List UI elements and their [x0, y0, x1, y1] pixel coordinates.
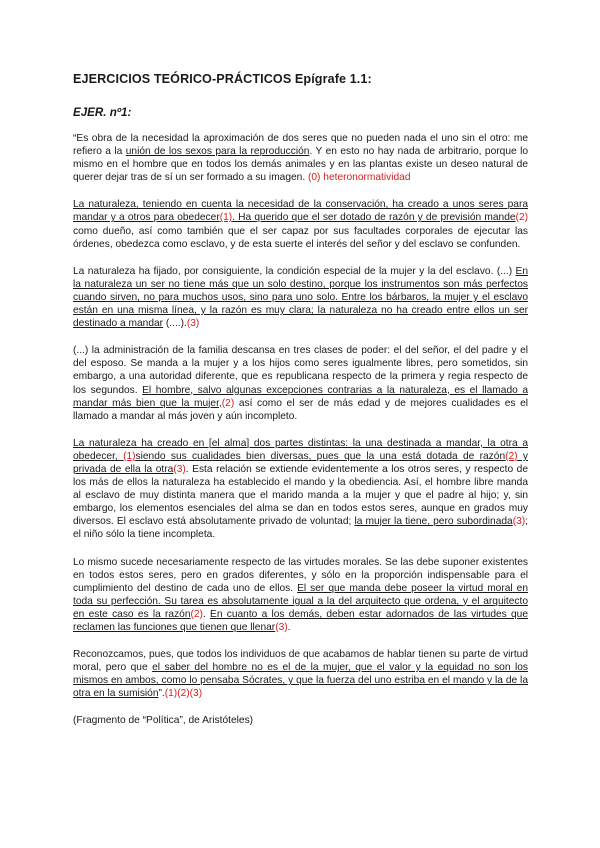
text-paragraph [73, 198, 528, 250]
annotation-mark: (0) heteronormatividad [308, 172, 411, 184]
text-paragraph [73, 344, 528, 423]
underlined-text: siendo sus cualidades bien diversas, pues que la una está dotada de razón [135, 450, 506, 462]
underlined-text: En cuanto a los demás, deben estar adornados de las virtudes que reclamen las funciones que tienen que llenar [73, 608, 528, 633]
text-paragraph [73, 556, 528, 635]
text-run: Reconozcamos, pues, que todos los individuos de que acabamos de hablar tienen su parte de virtud moral, pero que [73, 649, 528, 674]
text-run: (...) la administración de la familia descansa en tres clases de poder: el del señor, el del padre y el del esposo. Se manda a la mujer y a los hijos como seres igualmente libres, pero sometidos, sin embargo, a una autoridad diferente, que es republicana respecto de la primera y regia respecto de los segundos. [73, 345, 528, 396]
text-run: La naturaleza ha fijado, por consiguiente, la condición especial de la mujer y la del esclavo. (...) [73, 265, 516, 277]
text-run: ; el niño sólo la tiene incompleta. [73, 516, 529, 541]
text-run: Lo mismo sucede necesariamente respecto de las virtudes morales. Se las debe suponer existentes en todos estos seres, pero en grados diferentes, y sólo en la proporción indispensable para el cumplimiento del destino de cada uno de ellos. [73, 556, 528, 594]
underlined-text: El hombre, salvo algunas excepciones contrarias a la naturaleza, es el llamado a mandar más bien que la mujer, [73, 384, 528, 409]
text-paragraph [73, 265, 528, 330]
annotation-mark: (1) [219, 212, 233, 224]
text-paragraph [73, 648, 528, 700]
underlined-text: La naturaleza, teniendo en cuenta la necesidad de la conservación, ha creado a unos seres para mandar y a otros para obedecer [73, 199, 528, 224]
exercise-label: EJER. nº1: [73, 106, 132, 119]
annotation-mark: (2) [190, 608, 203, 620]
text-run: . [287, 622, 291, 633]
text-run: “Es obra de la necesidad la aproximación de dos seres que no pueden nada el uno sin el otro: me refiero a la [73, 133, 528, 158]
annotation-mark: (1) [123, 450, 136, 462]
underlined-text: y privada de ella la otra [73, 450, 528, 475]
underlined-text: La naturaleza ha creado en [el alma] dos partes distintas: la una destinada a mandar, la otra a obedecer, [73, 437, 528, 462]
text-run: (....). [163, 318, 187, 330]
text-run: así como el ser de más edad y de mejores cualidades es el llamado a mandar al más joven y aún incompleto. [73, 397, 528, 422]
annotation-mark: (3) [512, 516, 526, 528]
text-paragraph [73, 132, 528, 184]
text-paragraph [73, 437, 528, 542]
document-title: EJERCICIOS TEÓRICO-PRÁCTICOS Epígrafe 1.1: [73, 72, 372, 86]
annotation-mark: (2) [515, 212, 528, 224]
exercise-text [73, 132, 528, 700]
text-run: . Esta relación se extiende evidentemente a los otros seres, y respecto de los más de ellos la naturaleza ha establecido el mando y la obediencia. Así, el hombre libre manda al esclavo de muy distinta manera que el marido manda a la mujer y que el padre al hijo; y, sin embargo, los elementos esenciales del alma se dan en todos estos seres, aunque en grados muy diversos. El esclavo está absolutamente privado de voluntad; [73, 463, 528, 528]
annotation-mark: (3) [186, 318, 200, 330]
underlined-text: la mujer la tiene, pero subordinada [354, 516, 513, 528]
text-run: ”. [158, 688, 165, 700]
annotation-mark: (2) [505, 450, 518, 462]
underlined-text: El ser que manda debe poseer la virtud moral en toda su perfección. Su tarea es absolutamente igual a la del arquitecto que ordena, y el arquitecto en este caso es la razón [73, 582, 529, 620]
annotation-mark: (3) [275, 622, 288, 633]
underlined-text: En la naturaleza un ser no tiene más que un solo destino, porque los instrumentos son más perfectos cuando sirven, no para muchos usos, sino para uno solo. Entre los bárbaros, la mujer y el esclavo están en una misma línea, y la razón es muy clara; la naturaleza no ha creado entre ellos un ser destinado a mandar [73, 265, 528, 330]
text-run: . [202, 608, 211, 620]
annotation-mark: (2) [221, 397, 235, 409]
underlined-text: el saber del hombre no es el de la mujer, que el valor y la equidad no son los mismos en ambos, como lo pensaba Sócrates, y que la fuerza del uno estriba en el mando y la de la otra en la sumisión [73, 662, 528, 700]
annotation-mark: (1)(2)(3) [164, 688, 203, 700]
underlined-text: . Ha querido que el ser dotado de razón y de previsión mande [232, 212, 516, 224]
text-run: . Y en esto no hay nada de arbitrario, porque lo mismo en el hombre que en todos los demás animales y en las plantas existe un deseo natural de querer dejar tras de sí un ser formado a su imagen. [73, 146, 529, 184]
underlined-text: unión de los sexos para la reproducción [125, 146, 310, 158]
annotation-mark: (3) [173, 463, 186, 475]
text-run: como dueño, así como también que el ser capaz por sus facultades corporales de ejecutar las órdenes, obedezca como esclavo, y de esta suerte el interés del señor y del esclavo se confunden. [73, 225, 528, 250]
source-note: (Fragmento de “Política”, de Aristóteles) [73, 715, 254, 727]
